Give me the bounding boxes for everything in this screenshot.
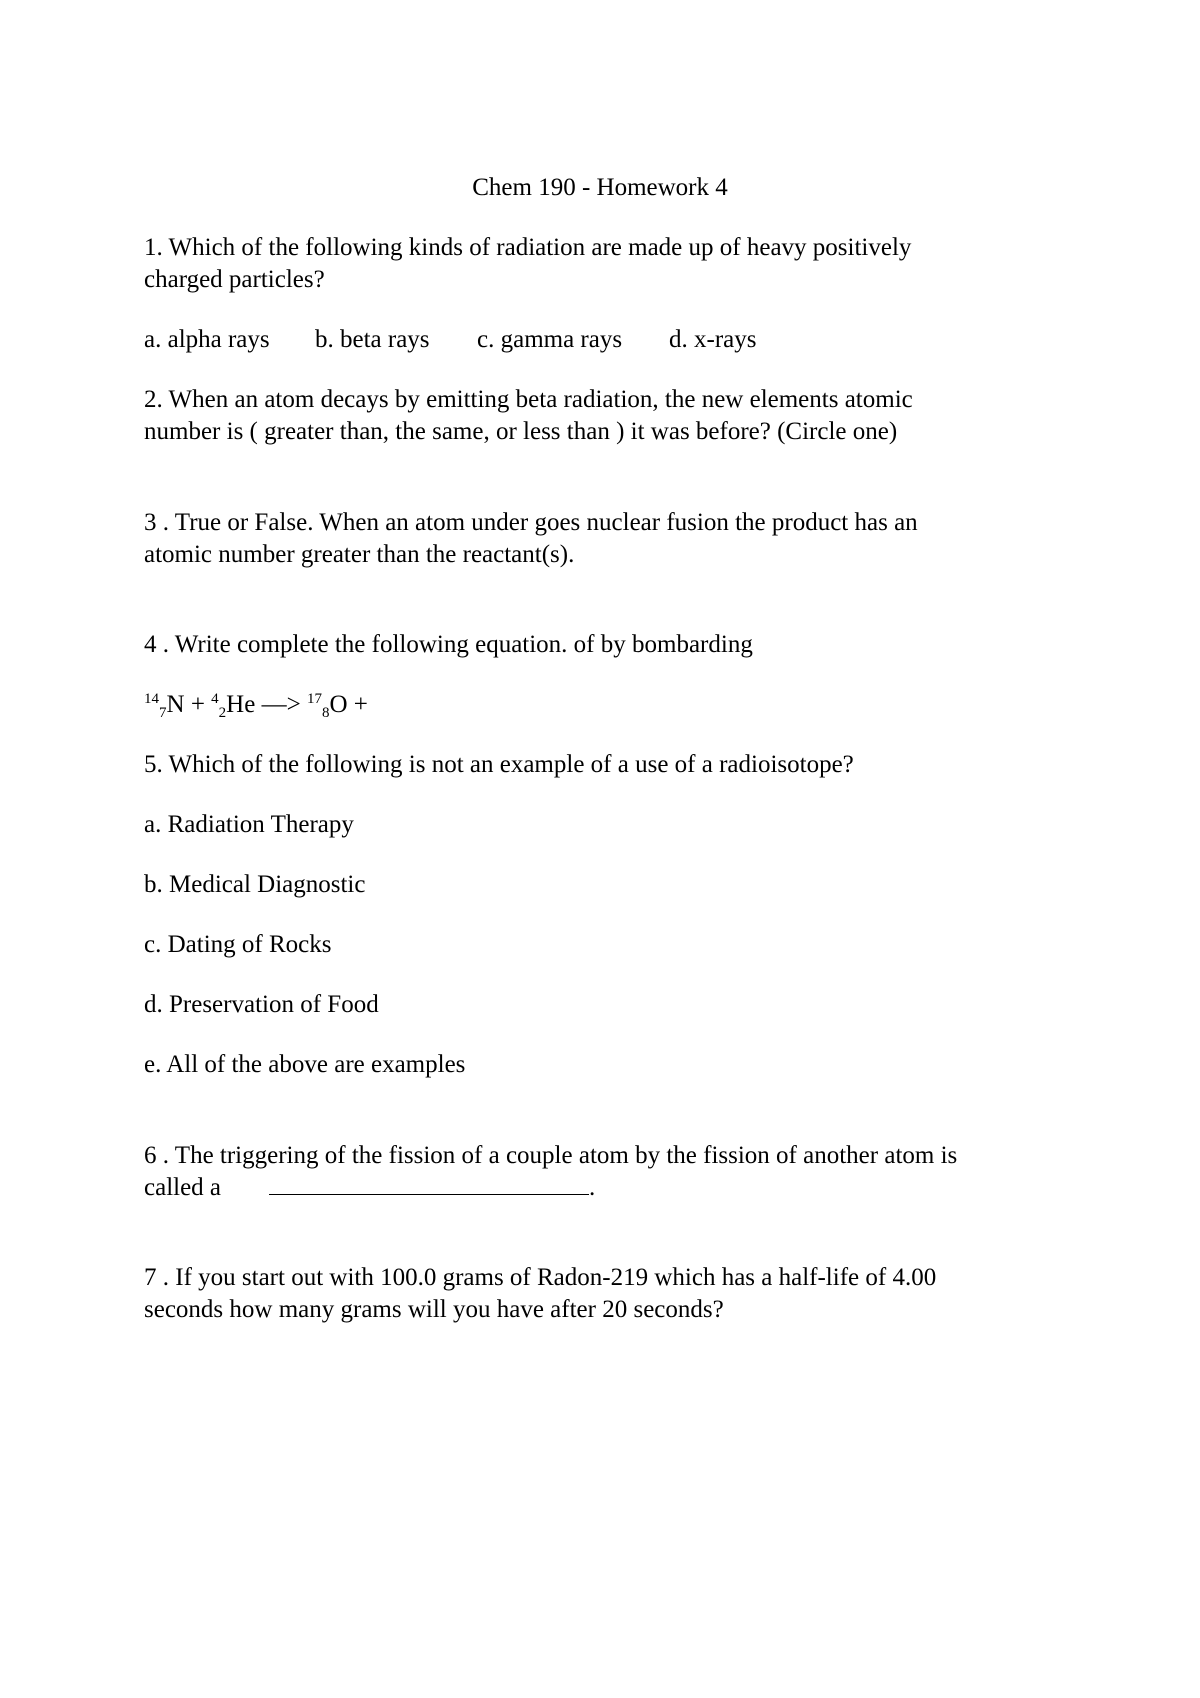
question-7-line-1: 7 . If you start out with 100.0 grams of Radon-219 which has a half-life of 4.00 [144, 1264, 937, 1291]
plus-sign-1: + [184, 691, 212, 718]
question-6-line-1: 6 . The triggering of the fission of a couple atom by the fission of another atom is [144, 1142, 958, 1169]
q5-option-c: c. Dating of Rocks [144, 931, 332, 958]
q5-option-e: e. All of the above are examples [144, 1051, 466, 1078]
q5-option-d: d. Preservation of Food [144, 991, 379, 1018]
question-6-line-2 [144, 1172, 595, 1204]
q6-text-start: called a [144, 1174, 222, 1201]
helium-symbol: He [226, 691, 256, 718]
question-3-line-2: atomic number greater than the reactant(s). [144, 541, 575, 568]
fill-in-blank [269, 1172, 589, 1195]
question-2-line-2: number is ( greater than, the same, or less than ) it was before? (Circle one) [144, 418, 898, 445]
helium-atomic-number: 2 [218, 705, 227, 721]
question-1-line-2: charged particles? [144, 266, 325, 293]
q6-text-end: . [589, 1174, 596, 1201]
question-1-line-1: 1. Which of the following kinds of radiation are made up of heavy positively [144, 234, 912, 261]
q1-option-b: b. beta rays [315, 326, 430, 353]
question-4-equation [144, 689, 368, 721]
question-7-line-2: seconds how many grams will you have after 20 seconds? [144, 1296, 724, 1323]
question-3-line-1: 3 . True or False. When an atom under goes nuclear fusion the product has an [144, 509, 918, 536]
question-2-line-1: 2. When an atom decays by emitting beta radiation, the new elements atomic [144, 386, 913, 413]
helium-mass-number: 4 [211, 691, 219, 707]
nitrogen-atomic-number: 7 [159, 705, 167, 721]
page-title: Chem 190 - Homework 4 [472, 174, 728, 201]
q5-option-a: a. Radiation Therapy [144, 811, 354, 838]
reaction-arrow: —> [255, 691, 307, 718]
oxygen-mass-number: 17 [306, 691, 322, 707]
nitrogen-mass-number: 14 [144, 691, 159, 707]
q5-option-b: b. Medical Diagnostic [144, 871, 366, 898]
question-4-line-1: 4 . Write complete the following equation. of by bombarding [144, 631, 753, 658]
q1-option-c: c. gamma rays [477, 326, 623, 353]
oxygen-atomic-number: 8 [321, 705, 330, 721]
nitrogen-symbol: N [166, 691, 185, 718]
oxygen-symbol: O [329, 691, 348, 718]
q1-option-d: d. x-rays [669, 326, 757, 353]
plus-sign-2: + [347, 691, 368, 718]
q1-option-a: a. alpha rays [144, 326, 270, 353]
question-5-line-1: 5. Which of the following is not an example of a use of a radioisotope? [144, 751, 854, 778]
question-1-options [144, 324, 756, 356]
